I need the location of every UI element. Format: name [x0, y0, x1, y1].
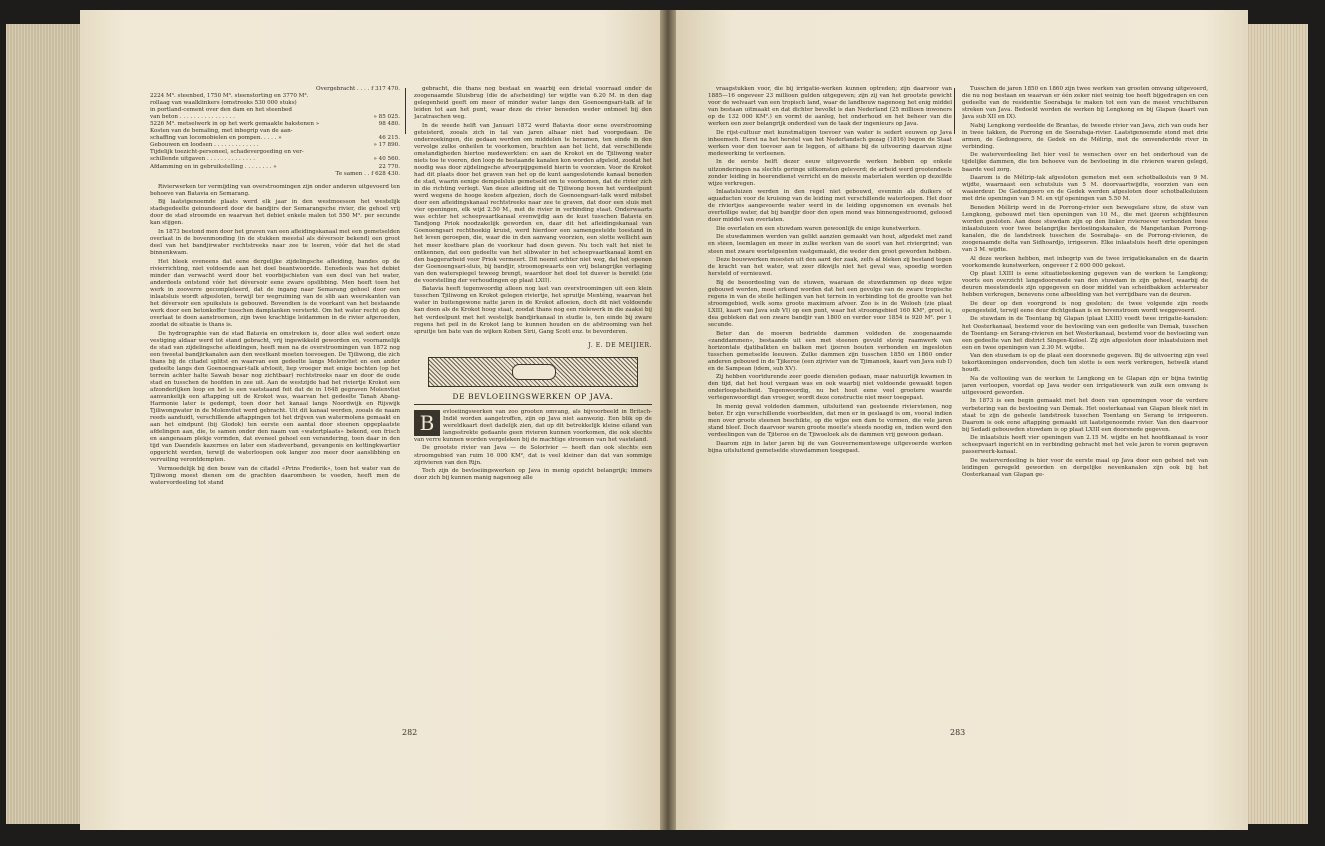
- cost-line: [150, 107, 400, 114]
- right-col1-paragraph: Deze bouwwerken moesten uit den aard der zaak, zelfs al bleken zij bestand tegen de kracht van het water, wat zeer dikwijls niet het geval was, spoedig worden hersteld of vernieuwd.: [708, 257, 952, 278]
- right-col2-paragraph: Daarom is de Mélirip-tak afgesloten gemeten met een schotbalksluis van 9 M. wijdte, waarnaast een schutsluis van 5 M. doorvaartwijdte, voorzien van een waaierdeur. De Gedongoero en de Gedek werden afgesloten door schotbalksluizen met drie openingen van 5 M. en vijf openingen van 5.50 M.: [962, 175, 1208, 203]
- left-column-2-text: [414, 86, 652, 336]
- cost-line-label: in portland-cement over den dam en het steenbed: [150, 107, 292, 114]
- left-col2-paragraph: Batavia heeft tegenwoordig alleen nog last van overstroomingen uit een klein tusschen Tjiliwong en Krokot gelegen riviertje, het spruitje Menténg, waarvan het water in buitengewone natte jaren in de Krokot afloeien, doch dit niet voldoende kan doen als de Krokot hoog staat, zoodat thans nog een riolewerk in die zaaksi bij het verdeelpunt met het westelijk bandjirkanaal in studie is, ten einde bij zware regens het peil in de Krokot lang te kunnen houden en de afstrooming van het spruitje ten bate van de wijken Koben Sirii, Gang Scott enz. te bevorderen.: [414, 286, 652, 335]
- cost-line: [150, 142, 400, 149]
- cost-line-label: rollaag van waalklinkers (omstreeks 530 000 stuks): [150, 100, 297, 107]
- cost-line-label: Tijdelijk toezicht-personeel, schadevergoeding en ver-: [150, 149, 304, 156]
- cost-line-amount: [396, 93, 400, 100]
- right-page-column-2: [962, 86, 1208, 746]
- cost-line-amount: [396, 149, 400, 156]
- right-col1-paragraph: In de eerste helft dezer eeuw uitgevoerde werken hebben op enkele uitzonderingen na slechts geringe uitkomsten geleverd; de arbeid werd grootendeels zonder leiding in heerendienst verricht en de meeste materialen werden op dezelfde wijze verkregen.: [708, 159, 952, 187]
- right-col2-paragraph: De waterverdeeling is hier voor de eerste maal op Java door een geheel net van leidingen geregeld geworden en dergelijke nevenkanalen zijn ook bij het Oosterkanaal van Glapan ge-: [962, 457, 1208, 478]
- cost-line-amount: [396, 100, 400, 107]
- right-col2-paragraph: Tusschen de jaren 1850 en 1860 zijn twee werken van grooten omvang uitgevoerd, die nu nog bestaan en waarvan er één zeker niet weinig toe heeft bijgedragen en cen gedeelte van de residentie Soerabaja te maken tot een van de meest vruchtbaren streken van Java. Bedoeld worden de werken bij Lengkong en bij Glapan (kaart van Java sub XII en IX).: [962, 86, 1208, 121]
- cost-line-amount: 98 480.: [378, 121, 400, 128]
- right-col1-paragraph: vraagstukken voor, die bij irrigatie-werken kunnen optreden; zijn daarvoor van 1885—16 ongeveer 23 millioen gulden uitgegeven; zijn zij van het grootste gewicht voor de welvaart van een tropisch land, waar de landbouw nagenoeg het enig middel van bestaan uitmaakt en dat dichter bevolkt is dan Nederland (25 millioen inwoners op de 132 000 KM².) en vormt de aanleg, het onderhoud en het beheer van die werken een zeer belangrijk onderdeel van de taak der ingenieurs op Java.: [708, 86, 952, 128]
- left-col1-paragraph: Rivierwerken ter vermijding van overstroomingen zijn onder anderen uitgevoerd ten behoeve van Batavia en Semarang.: [150, 183, 400, 197]
- cost-line: [150, 100, 400, 107]
- left-column-1-text: [150, 184, 400, 487]
- right-col1-paragraph: Zij hebben voortdurende zeer goede diensten gedaan, maar natuurlijk kwamen in den tijd, dat het hout vergaan was en ook waarbij niet voldoende gewaakt tegen onderloopsheiheid. Tegenwoordig, nu het hout eene veel grootere waarde vertegenwoordigt dan vroeger, wordt deze constructie niet meer toegepast.: [708, 374, 952, 402]
- right-col1-paragraph: De stuwdammen werden van gelikt aanzien gemaakt van hout, afgedekt met zand en steen, leemlagen en meer in zulke werken van de soort van het riviergrind; van steen met zware wortelgeenten vastgemaakt, die weder den groot geworden hebben.: [708, 234, 952, 255]
- right-col2-paragraph: De stuwdam in de Toentang bij Glapan (plaat LXIII) voedt twee irrigatie-kanalen: het Oosterkanaal, bestemd voor de bevloeiing van een gedeelte van Demak, tusschen de Toentang- en Serang-rivieren en het Westerkanaal, bestemd voor de bevloeiing van een gedeelte van het district Singen-Koloel. Zij zijn afgesloten door inlaatsluizen met een en twee openingen van 2.30 M. wijdte.: [962, 316, 1208, 351]
- cost-line-amount: » 17 890.: [373, 142, 400, 149]
- cost-header: Overgebracht . . . . f 317 470.: [316, 86, 400, 92]
- cost-line-label: schillende uitgaven . . . . . . . . . . . . . .: [150, 156, 255, 163]
- right-column-2-text: [962, 86, 1208, 479]
- book-gutter: [660, 10, 676, 830]
- left-col1-paragraph: In 1873 bestond men door het graven van een afleidingskanaal met een gemetselden overlaat in de bovenmonding (in de stukken meestal als déversoir bekend) een groot deel van het bandjirwater rechtstreeks naar zee te leeren, vóór dat het de stad binnenkwam.: [150, 228, 400, 257]
- right-col2-paragraph: Op plaat LXIII is eene situatieteekening gegeven van de werken te Lengkong; voorts een overzicht langsdoorsnede van den stuwdam in zijn geheel, waarbij de deuren meestendeels zijn opgegeven en door middel van scheidbakken achterwater hebben verkregen, benevens cene afbeelding van het verrijdbare van de deuren.: [962, 271, 1208, 299]
- cost-line-amount: 46 215.: [378, 135, 400, 142]
- left-page-column-2: [414, 86, 652, 741]
- right-col2-paragraph: Van den stuwdam is op de plaat een doorsnede gegeven. Bij de uitvoering zijn veel tekortkomingen ondervonden, doch ten slotte is een werk verkregen, hetwelk stand houdt.: [962, 353, 1208, 374]
- drop-cap-initial: B: [414, 410, 440, 436]
- right-page-edges: [1248, 24, 1308, 824]
- right-col2-paragraph: Na de voltooiing van de werken te Lengkong en te Glapan zijn er bijna twintig jaren verloopen, voordat op Java weder een irrigatiewerk van zulk een omvang is uitgevoerd geworden.: [962, 375, 1208, 396]
- cost-line-label: Gebouwen en loodsen . . . . . . . . . . . . .: [150, 142, 259, 149]
- cost-line-label: Kosten van de bemaling, met inbegrip van de aan-: [150, 128, 293, 135]
- right-page-column-1: [708, 86, 952, 746]
- right-col1-paragraph: De rijst-cultuur met kunstmatigen toevoer van water is sedert eeuwen op Java inheemsch. Eerst na het herstel van het Nederlandsch gezag (1816) begon de Staat werken voor den toevoer aan te leggen, of althans bij de uitvoering daarvan zijne medewerking te verleenen.: [708, 129, 952, 157]
- cost-lines: [150, 93, 400, 171]
- left-page-column-1: [150, 86, 400, 746]
- article-signature: J. E. DE MEIJIER.: [588, 341, 652, 349]
- right-col1-paragraph: In menig geval voldeden dammen, uitsluitend van gesteende rivierstenen, nog beter. Er zijn verschillende voorbeelden, dat men er in geslaagd is om, vooral indien men over groote steenen beschikte, op die wijze een dam te vormen, die vele jaren stand bleef. Doch daarvoor waren groote moeite's steeds noodig en, indien werd den verdeelingen van de Tjiteroe en de Tjiwoeloek als de dammen vrij gewoon gedaan.: [708, 404, 952, 439]
- right-column-1-text: [708, 86, 952, 455]
- cost-line: [150, 156, 400, 163]
- left-col2-paragraph: gebracht, die thans nog bestaat en waarbij een drietal voorraad onder de zoogenaamde Sluisbrug (die de afscheiding) ter wijdte van 6.20 M. in den dag gelegenheid geeft om meer of minder water langs den Goenoengsari-talk af te leiden tot aan het punt, waar deze de rivier beneden weder ontmoet bij den Jacatraschen weg.: [414, 86, 652, 121]
- right-col2-paragraph: In 1873 is een begin gemaakt met het doen van opnemingen voor de verdere verbetering van de bevloeiing van Demak. Het oosterkanaal van Glapan bleek niet in staat te zijn de geheele landstreek tusschen Toentang en Serang te irrigeeren. Daarom is ook eene aftapping gemaakt uit laatstgenoemde rivier. Van den daarvoor bij Sedadi gebouwden stuwdam is op plaat LXIII een doorsnede gegeven.: [962, 398, 1208, 433]
- cost-line-label: 2224 M³. steenbed, 1750 M³. steenstorting en 3770 M³.: [150, 93, 309, 100]
- left-col1-paragraph: De hydrographie van de stad Batavia en omstreken is, door alles wat sedert onze vestiging aldaar werd tot stand gebracht, vrij ingewikkeld geworden en, voornamelijk de stad van zijdelingsche afleidingen, heeft men na de overstroomingen van 1872 nog een tweetal bandjirkanalen aan den westkant moeten toevoegen. De Tjiliwong, die zich thans bij de citadel splitst en waarvan een gedeelte langs Molenvliet en een ander gedeelte langs den Goenoengsari-talk afvloeit, liep vroeger met enige bochten (op het terrein achter halte Sawah besar nog zichtbaar) rechtstreeks naar en door de oude stad en tusschen de hoofden in zee uit. Aan de westzijde had het riviertje Krokot een afzonderlijken loop en het is een vaststaand feit dat de in 1648 gegraven Molenvliet aanvankelijk een aftapping uit de Krokot was, waarvan het gedeelte Tanah Abang-Harmonie later is gedempt, toen door het kanaal langs Noordwijk en Rijswijk Tjiliwongwater in de Molenvliet werd gebracht. Uit dit kanaal werden, zooals de naam reeds aanduidt, verschillende aftappingen tot het drijven van watermolens gemaakt en aan het eindpunt (bij Glodok) ten eerste een aantal door steenen opgeplaatste afdelingen aan, die, te samen onder den naam van «watertplaats» bekend, een frisch en aangenaam plekje vormden, dat eveneel gehoel een verandering, toen daar in den tijd van Daendels kazernes en later een stadsverband, gevangenis en kettingkwartier opgericht werden, terwijl de waterloopen ook langer zoo meer door aanslibbing en vervuiling verontdempten.: [150, 330, 400, 464]
- right-col2-paragraph: De inlaatsluis heeft vier openingen van 2.15 M. wijdte en het hoofdkanaal is voor scheepvaart ingericht en in verbinding gebracht met het vele jaren te voren gegraven passerwerk-kanaal.: [962, 435, 1208, 456]
- right-col2-paragraph: De waterverdeeling liet hier veel te wenschen over en het onderhoud van de tijdelijke dammen, die ten behoeve van de bevloeiing in die rivieren waren gelegd, baarde veel zorg.: [962, 152, 1208, 173]
- page-number-right: 283: [950, 728, 966, 737]
- right-col1-paragraph: Daarom zijn in later jaren bij de van Gouvernementswege uitgevoerde werken bijna uitsluitend gemetselde stuwdammen toegepast.: [708, 440, 952, 454]
- right-col1-paragraph: Inlaatsluizen werden in den regel niet gebouwd, evenmin als duikers of aquaducten voor de kruising van de leiding met verschillende waterloopen. Het door de riviertjes aangevoerde water werd in de leiding opgenomen en evenals het overtollige water, dat bij bandjir door den open mond was binnengestroomd, geloosd door middel van overlaten.: [708, 189, 952, 224]
- right-col1-paragraph: Beter dan de moeren bedrielde dammen voldeden de zoogenaamde «zanddammen», bestaande uit een met steenen gevuld stevig raamwerk van horizontale djatibalkten en balken met ijzeren bouten verbonden en ingesloten tusschen gemetselde leeuwen. Zulke dammen zijn tusschen 1850 en 1860 onder anderen gebouwd in de Tjikeroe (een zijrivier van de Tjimanoek, kaart van Java sub I) en de Sampean (idem, sub XV).: [708, 330, 952, 372]
- left-col1-paragraph: Het bleek eveneens dat eene dergelijke zijdelingsche afleiding, bandes op de rivierrichting, niet voldoende aan het doel beantwoordde. Eensdeels was het debiet minder dan verwacht werd door het voorbijschieten van een deel van het water, anderdeels ontstond vóór het déversoir eene zware opslibbing. Men heeft toen het werk in zooverre gecompleteerd, dat de ingang naar Semarang gehoel door een inlaatsluis wordt afgesloten, terwijl ter wegruiming van de slib aan weerskanten van het déversoir een spuiksluis is gebouwd. Bovendien is de voorkant van het bestaande werk door een betonkoffer tusschen damplanken versterkt. Om het water recht op den overlaat te doen aanstroomen, zijn twee krachtige leidammen in de rivier afgeroeden, zoodat de situatie is thans is.: [150, 258, 400, 328]
- section-body: [414, 409, 652, 482]
- cost-table: [150, 86, 400, 178]
- cost-line-label: Afdamming en in gebruikstelling . . . . . . . . »: [150, 163, 277, 170]
- cost-line-label: schaffing van locomobielen en pompen. . . . . »: [150, 135, 282, 142]
- cost-line-amount: » 85 025.: [373, 114, 400, 121]
- cost-line: [150, 135, 400, 142]
- section-paragraph: evloeiingswerken van zoo grooten omvang, als bijvoorbeeld in Britsch-Indië worden aangetroffen, zijn op Java niet aanwezig. Een blik op de wereldkaart doet dadelijk zien, dat op dit betrekkelijk kleine eiland van langsstrekte gedaante geen rivieren kunnen voorkomen, die ook slechts van verre kunnen worden vergeleken bij de machtige stroomen van het vasteland.: [414, 408, 652, 443]
- left-col1-paragraph: Vermoedelijk bij den bouw van de citadel «Prins Frederik», toen het water van de Tjiliwong moest dienen om de grachten daaromheen te voeden, heeft men de watervordeeling tot stand: [150, 465, 400, 487]
- page-number-left: 282: [402, 728, 418, 737]
- section-text: [414, 409, 652, 482]
- decorative-header-ornament: [428, 357, 638, 387]
- cost-line-amount: 22 770.: [378, 163, 400, 170]
- section-paragraph: De grootste rivier van Java — de Solorivier — heeft dan ook slechts een stroomgebied van ruim 16 000 KM², dat is veel kleiner dan dat van sommige zijrivieren van den Rijn.: [414, 445, 652, 466]
- section-paragraph: Toch zijn de bevloeiingswerken op Java in menig opzicht belangrijk; immers door zich bij kunnen manig nagenoeg alle: [414, 468, 652, 482]
- right-col2-paragraph: Beneden Mélirip werd in de Porrong-rivier een bewegelare stuw, de stuw van Lengkong, gebouwd met tien openingen van 10 M., die met ijzeren schijfdeuren worden gesloten. Aan deze stuwdam zijn op den linker rivieroever verbonden twee inlaatsluizen voor twee belangrijke bevloeiingskanalen, de Mangetankan Porrong-kanalen, die de landstreek tusschen de Soerabaja- en de Porrong-rivieren, de zoogenaamde delta van Sidhoardjo, irrigeeren. Elke inlaatsluis heeft drie openingen van 3 M. wijdte.: [962, 204, 1208, 254]
- cost-line: [150, 121, 400, 128]
- left-col2-paragraph: In de weede helft van Januari 1872 werd Batavia door eene overstrooming geteisterd, zooals zich in tal van jaren alhaar niet had voorgedaan. De onderzoekingen, die gedaan werden om middelen te beramen, ten einde in den vervolge zulke onheilen te voorkomen, brachten aan het licht, dat verschillende omstandigheden hiertoe medewerkten: en aan de Krokot en de Tjiliwong water niets toe te voeren, den loop de bestaande kanalen kon worden afgeleid, zoodat het noodig was door zijdelingsche afvoerpijpgemeld hierin te voorzien. Voor de Krokot had dit plaats door het graven van het op de kunt aangeslotende kanaal beneden de stad, waarin eenige dempelsluis gemetseld om te voorkomen, dat de rivier zich in die richting verlegt. Van deze afleiding uit de Tjiliwong boven het verdeelpunt werd wegens de hooge kosten afgezien, doch de Goenoengsari-talk werd mitsbet door een afleidingskanaal rechtstreeks naar zee te graven, dat door een sluis met vier openingen, elk wijd 2.50 M., met de rivier in verbinding staat. Onderwaarts was echter het scheepvaartkanaal evenwijdig aan de kust tusschen Batavia en Tandjong Priok noodzakelijk geworden en, daar dit het afleidingskanaal van Goenoengsari rechthoekig kruist, werd hierdoor een samengestelde toestand in het leven geroepen, die, waar die in den aanvang voorzien, een slotte wellicht aan het meer kostbare plan de voorkeur had doen geven. Nu toch valt het niet te ontkennen, dat een gedeelte van het slibwater in het scheepvaartkanaal komt en den baggerarbeid voor Priok vermeert. Dit neemt echter niet weg, dat het openen der Goenoengsari-sluis, bij bandjir, stroomopwaarts een vrij belangrijke verlaging van den waterspiegel teweeg brengt, waardoor het doel tot dusver is bereikt (zie de voorstelling der verhoudingen op plaat LXII).: [414, 122, 652, 284]
- right-col2-paragraph: Al deze werken hebben, met inbegrip van de twee irrigatiekanalen en de daarin voorkomende kunstwerken, ongeveer f 2 600 000 gekost.: [962, 255, 1208, 269]
- cost-line-label: 5226 M³. metselwerk in op het werk gemaakte bakstenen »: [150, 121, 320, 128]
- right-col1-paragraph: Die overlaten en een stuwdam waren gewoonlijk de enige kunstwerken.: [716, 225, 921, 232]
- column-bracket: [405, 88, 414, 134]
- cost-line-amount: [396, 128, 400, 135]
- cost-line-amount: » 40 560.: [373, 156, 400, 163]
- left-page-edges: [6, 24, 80, 824]
- right-col1-paragraph: Bij de beoordeeling van de stuwen, waaraan de stuwdammen op deze wijze gebouwd werden, moet erkend worden dat het een gevolge van de zware tropische regens in van de steile hellingen van het terrein in verbinding tot de grootte van het stroomgebied, welk soms groote maximum afvoer. Zoo is in de Woloeh (zie plaat LXIII, kaart van Java sub VI) op een punt, waar het stroomgebied 160 KM², groot is, dea gebleken dat een zware bandjir van 1800 en verder voor 1854 is 920 M³. per 1 secunde.: [708, 279, 952, 328]
- cost-total: Te samen . . f 628 430.: [335, 170, 400, 177]
- right-col2-paragraph: De deur op den voorgrond is nog gesloten; de twee volgende zijn reeds opengesteld, terwijl eene deur dichtgedaan is en bovenstroom wordt weggevoerd.: [962, 300, 1208, 314]
- cost-line: [150, 149, 400, 156]
- right-col2-paragraph: Nabij Lengkong verdeelde de Brantas, de tweede rivier van Java, zich van ouds her in twee takken, de Porrong en de Soerabaja-rivier. Laatstgenoemde stond met drie armen, de Gedongoero, de Gedek en de Mélirip, met de omvenderdde river in verbinding.: [962, 122, 1208, 150]
- section-title: DE BEVLOEIINGSWERKEN OP JAVA.: [452, 391, 614, 401]
- cost-line-label: van beton . . . . . . . . . . . . . . . .: [150, 114, 235, 121]
- cost-line-amount: [396, 107, 400, 114]
- left-col1-paragraph: Bij laatstgenoemde plaats werd elk jaar in den westmoesson het westelijk stadsgedeelte geinundeerd door de bandjirs der Semarangsche rivier, die gehoel vrij door de stad stroomde en waarvan het debiet enkele malen tot 550 M³. per secunde kan stijgen.: [150, 199, 400, 227]
- cost-line: [150, 128, 400, 135]
- title-rule: [414, 404, 652, 405]
- cost-line: [150, 164, 400, 171]
